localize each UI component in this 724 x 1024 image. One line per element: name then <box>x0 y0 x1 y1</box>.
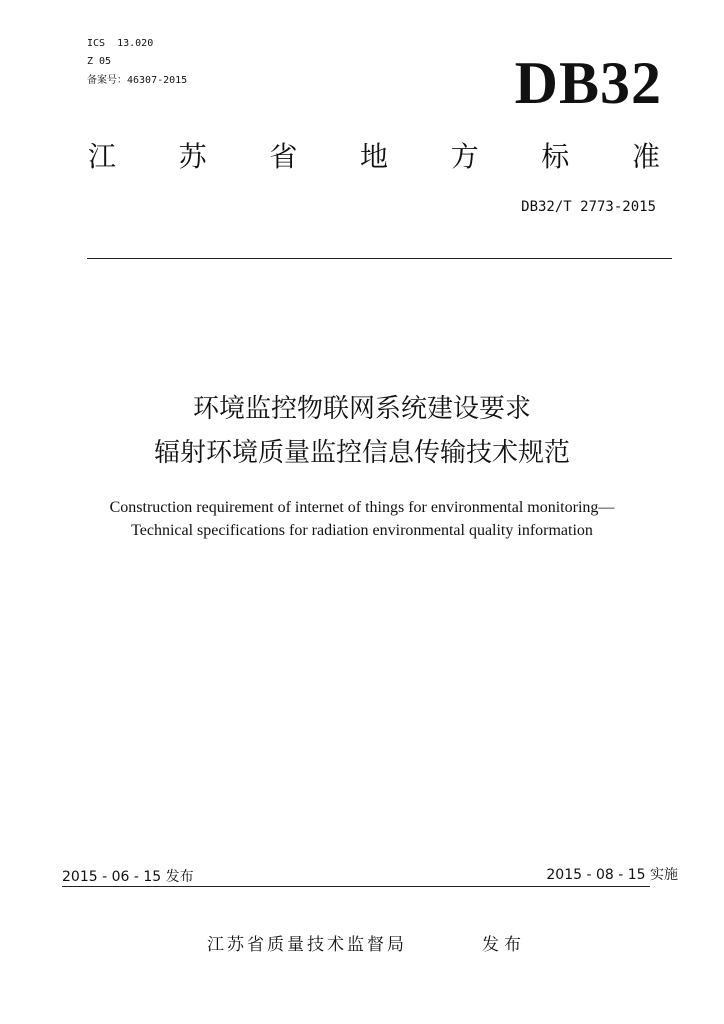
standard-type-heading <box>88 140 660 174</box>
standard-type-char: 方 <box>450 140 479 173</box>
record-number: 备案号：46307-2015 <box>87 75 188 86</box>
standard-type-char: 标 <box>541 140 570 173</box>
standard-type-char: 江 <box>88 140 117 173</box>
english-title-line-1: Construction requirement of internet of things for environmental monitoring— <box>109 499 615 516</box>
chinese-title-line-2: 辐射环境质量监控信息传输技术规范 <box>153 438 570 468</box>
english-title-line-2: Technical specifications for radiation environmental quality information <box>131 522 593 539</box>
issued-label: 发布 <box>482 935 526 955</box>
bottom-divider <box>62 886 650 887</box>
standard-type-char: 省 <box>269 140 298 173</box>
standard-type-char: 苏 <box>178 140 207 173</box>
standard-number: DB32/T 2773-2015 <box>521 199 656 215</box>
chinese-title-line-1: 环境监控物联网系统建设要求 <box>192 394 531 424</box>
issuing-authority: 江苏省质量技术监督局 <box>207 935 407 955</box>
top-divider <box>87 258 672 259</box>
standard-type-char: 准 <box>631 140 660 173</box>
classification-code: Z 05 <box>87 56 112 67</box>
implementation-date: 2015 - 08 - 15 实施 <box>546 867 678 883</box>
ics-code: ICS 13.020 <box>87 38 154 49</box>
issue-date: 2015 - 06 - 15 发布 <box>62 869 194 885</box>
standard-type-char: 地 <box>359 140 388 173</box>
db32-logo: DB32 <box>514 50 662 116</box>
